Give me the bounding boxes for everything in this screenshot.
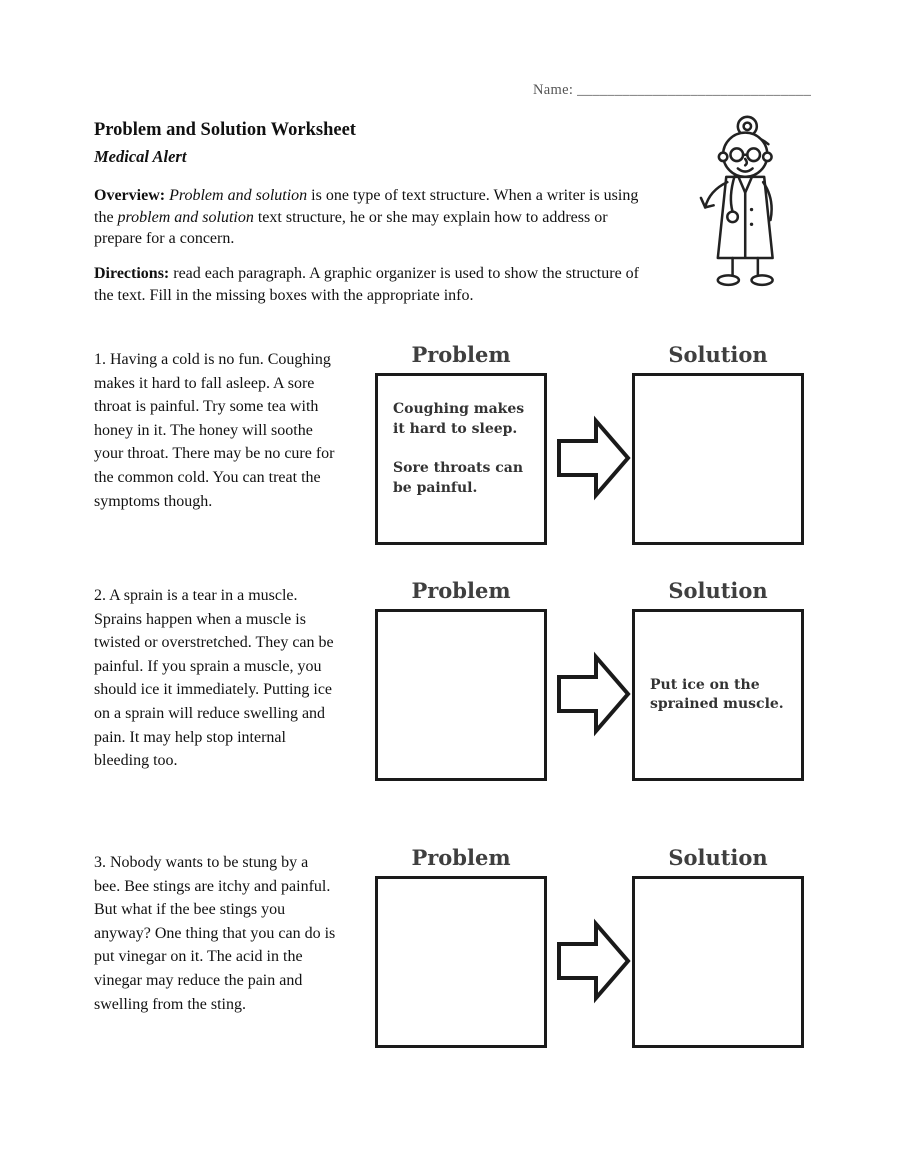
right-arrow-icon xyxy=(556,917,632,1005)
doctor-clipart-icon xyxy=(682,110,800,333)
directions-paragraph xyxy=(94,263,654,306)
section-3-solution-box[interactable] xyxy=(632,876,804,1048)
solution-header: Solution xyxy=(668,342,768,367)
page-subtitle: Medical Alert xyxy=(94,147,187,166)
solution-box-text: Put ice on the sprained muscle. xyxy=(650,676,784,712)
section-1-problem-box xyxy=(375,373,547,545)
name-blank-line[interactable]: _______________________________ xyxy=(577,82,812,98)
overview-paragraph xyxy=(94,185,654,250)
section-3-paragraph: 3. Nobody wants to be stung by a bee. Bee stings are itchy and painful. But what if the bee stings you anyway? One thing that you can do is put vinegar on it. The acid in the vinegar may reduce the pain and swelling from the sting. xyxy=(94,854,336,1013)
directions-text: read each paragraph. A graphic organizer is used to show the structure of the text. Fill in the missing boxes with the appropriate info. xyxy=(94,265,640,304)
section-3 xyxy=(0,845,901,1061)
problem-header: Problem xyxy=(411,845,511,870)
overview-italic-term: Problem and solution xyxy=(169,187,308,204)
section-1-paragraph: 1. Having a cold is no fun. Coughing makes it hard to fall asleep. A sore throat is painful. Try some tea with honey in it. The honey will soothe your throat. There may be no cure for the common cold. You can treat the symptoms though. xyxy=(94,351,335,510)
directions-label: Directions: xyxy=(94,265,174,282)
section-2 xyxy=(0,578,901,794)
name-field xyxy=(533,82,811,99)
right-arrow-icon xyxy=(556,650,632,738)
solution-header: Solution xyxy=(668,578,768,603)
overview-text-2: text structure, he or she may explain how to address or prepare for a concern. xyxy=(94,208,608,247)
solution-header: Solution xyxy=(668,845,768,870)
section-1 xyxy=(0,342,901,558)
right-arrow-icon xyxy=(556,414,632,502)
problem-header: Problem xyxy=(411,342,511,367)
problem-box-text: Coughing makes it hard to sleep. xyxy=(393,401,525,437)
name-label: Name: xyxy=(533,82,574,98)
section-1-solution-box[interactable] xyxy=(632,373,804,545)
overview-label: Overview: xyxy=(94,187,170,204)
section-2-problem-box[interactable] xyxy=(375,609,547,781)
section-2-solution-box xyxy=(632,609,804,781)
page-title: Problem and Solution Worksheet xyxy=(94,120,356,140)
section-3-problem-box[interactable] xyxy=(375,876,547,1048)
problem-header: Problem xyxy=(411,578,511,603)
overview-italic-term-2: problem and solution xyxy=(117,208,254,226)
overview-text: is one type of text structure. When a writer is using the xyxy=(94,187,639,226)
problem-box-text: Sore throats can be painful. xyxy=(393,460,524,496)
section-2-paragraph: 2. A sprain is a tear in a muscle. Sprains happen when a muscle is twisted or overstretched. They can be painful. If you sprain a muscle, you should ice it immediately. Putting ice on a sprain will reduce swelling and pain. It may help stop internal bleeding too. xyxy=(94,587,334,770)
